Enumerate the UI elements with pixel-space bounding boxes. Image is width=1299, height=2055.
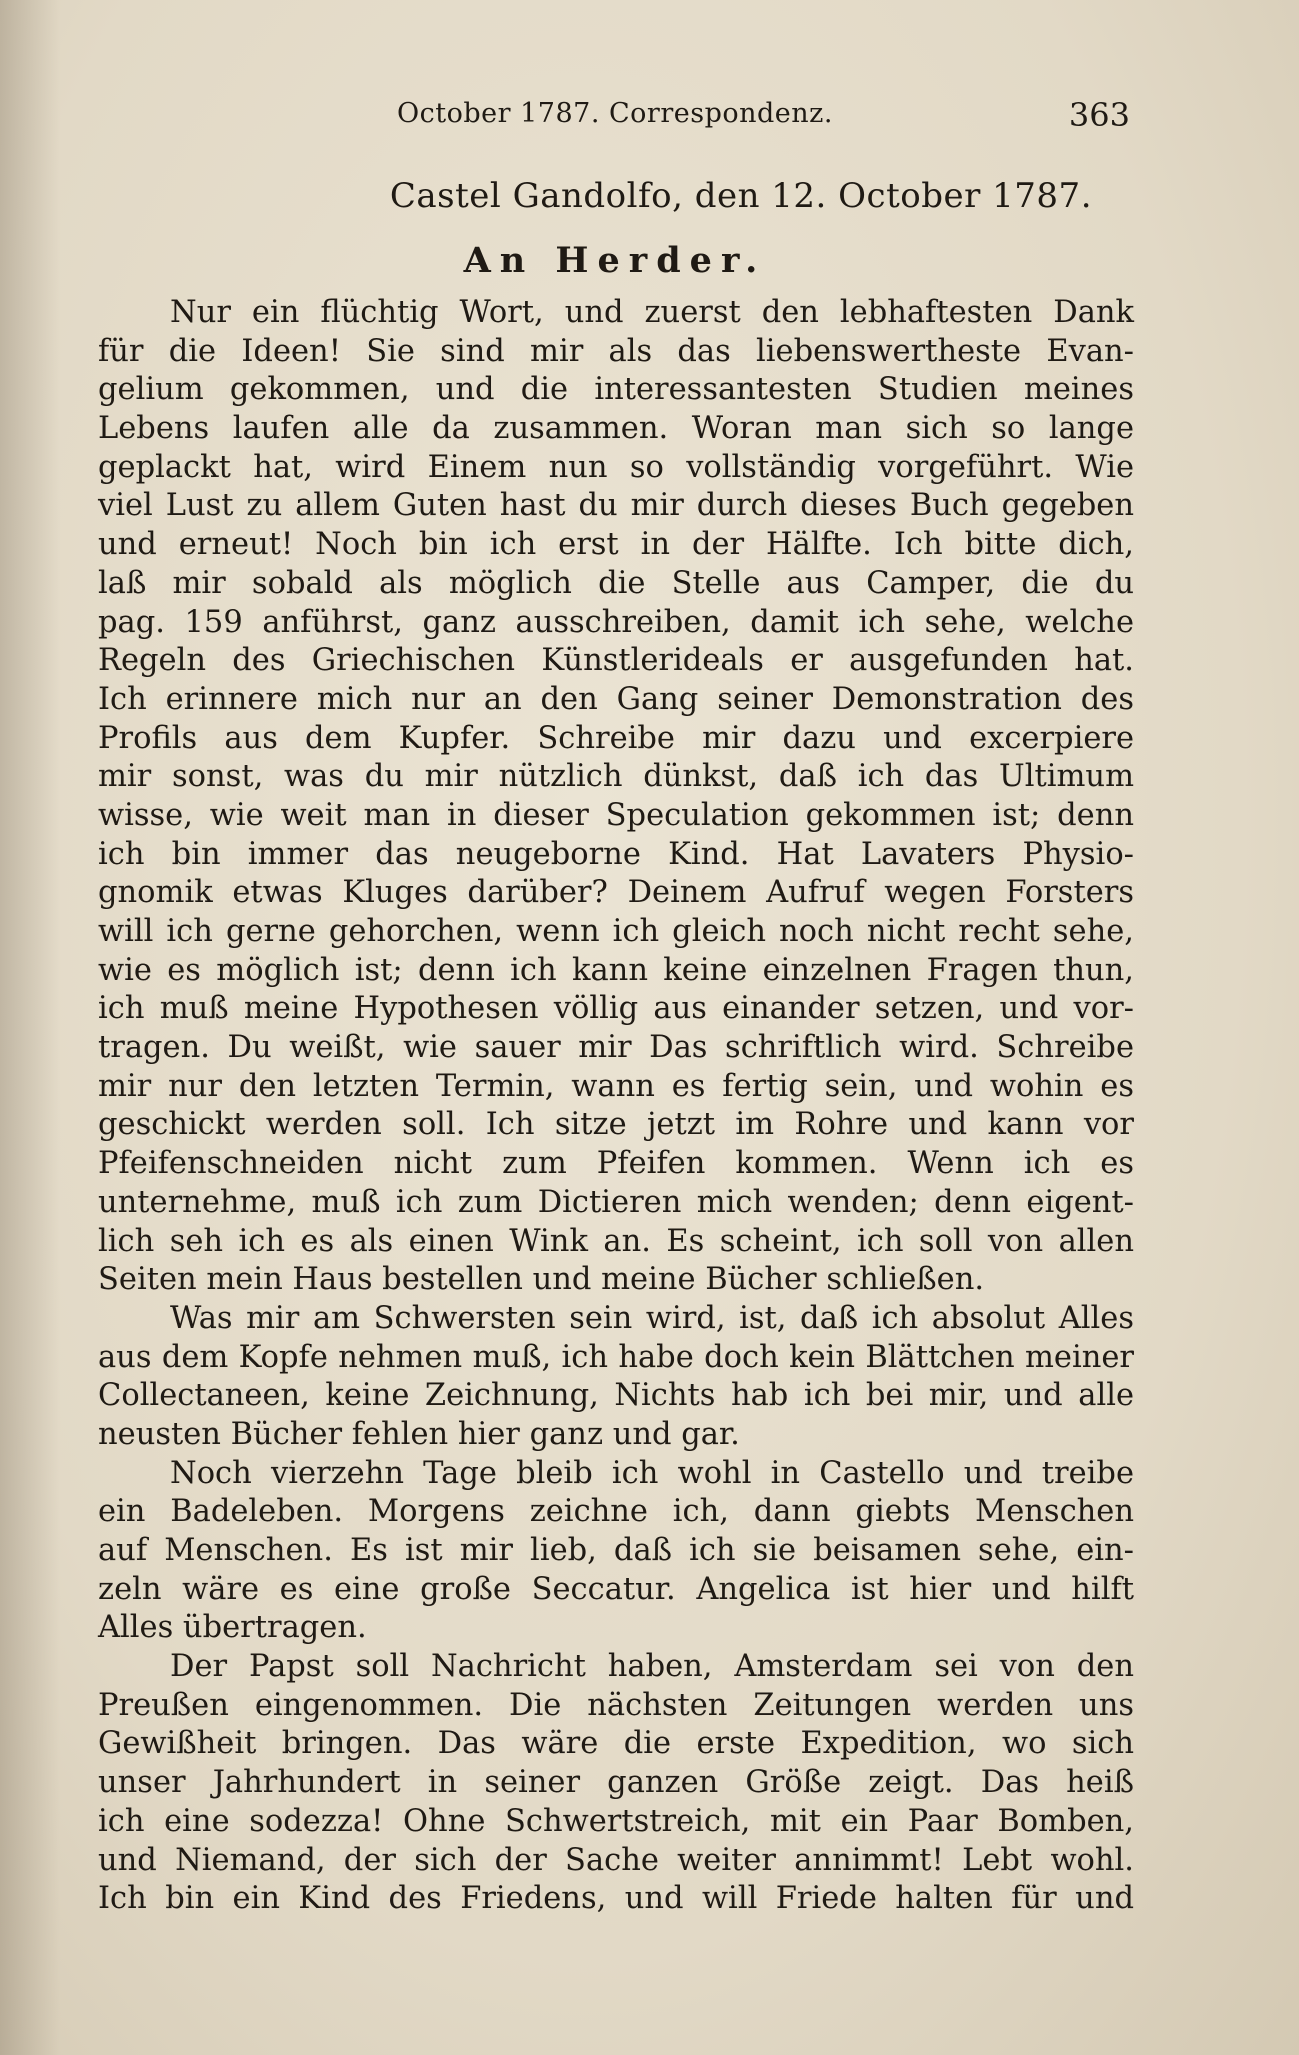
text-line: mir sonst, was du mir nützlich dünkst, daß ich das Ultimum [98, 759, 1134, 795]
text-line: Seiten mein Haus bestellen und meine Bücher schließen. [98, 1262, 985, 1298]
text-line: geplackt hat, wird Einem nun so vollständig vorgeführt. Wie [98, 449, 1134, 485]
text-line: Gewißheit bringen. Das wäre die erste Expedition, wo sich [98, 1726, 1134, 1762]
text-line: Alles übertragen. [98, 1610, 367, 1646]
text-line: aus dem Kopfe nehmen muß, ich habe doch kein Blättchen meiner [98, 1339, 1134, 1375]
text-line: wie es möglich ist; denn ich kann keine einzelnen Fragen thun, [98, 952, 1134, 988]
text-line: viel Lust zu allem Guten hast du mir durch dieses Buch gegeben [98, 488, 1134, 524]
text-line: Der Papst soll Nachricht haben, Amsterdam sei von den [170, 1649, 1134, 1685]
running-head [100, 98, 1130, 138]
text-line: unternehme, muß ich zum Dictieren mich wenden; denn eigent- [98, 1184, 1134, 1220]
text-line: auf Menschen. Es ist mir lieb, daß ich sie beisamen sehe, ein- [98, 1533, 1134, 1568]
text-line: gelium gekommen, und die interessantesten Studien meines [98, 372, 1134, 408]
text-line: und Niemand, der sich der Sache weiter annimmt! Lebt wohl. [98, 1842, 1134, 1878]
text-line: Noch vierzehn Tage bleib ich wohl in Castello und treibe [170, 1455, 1134, 1491]
text-line: Was mir am Schwersten sein wird, ist, daß ich absolut Alles [170, 1300, 1134, 1336]
text-line: mir nur den letzten Termin, wann es fertig sein, und wohin es [98, 1068, 1134, 1104]
text-line: geschickt werden soll. Ich sitze jetzt im Rohre und kann vor [98, 1107, 1134, 1143]
text-line: Ich bin ein Kind des Friedens, und will Friede halten für und [98, 1881, 1134, 1917]
text-line: Regeln des Griechischen Künstlerideals er ausgefunden hat. [98, 643, 1134, 679]
text-line: neusten Bücher fehlen hier ganz und gar. [98, 1416, 740, 1452]
text-line: gnomik etwas Kluges darüber? Deinem Aufruf wegen Forsters [98, 875, 1134, 911]
text-line: laß mir sobald als möglich die Stelle aus Camper, die du [98, 565, 1134, 601]
text-line: Profils aus dem Kupfer. Schreibe mir dazu und excerpiere [98, 720, 1134, 756]
text-line: will ich gerne gehorchen, wenn ich gleich noch nicht recht sehe, [98, 914, 1134, 949]
text-line: Lebens laufen alle da zusammen. Woran man sich so lange [98, 411, 1134, 447]
text-line: Ich erinnere mich nur an den Gang seiner Demonstration des [98, 681, 1134, 717]
text-line: unser Jahrhundert in seiner ganzen Größe zeigt. Das heiß [98, 1765, 1134, 1801]
text-line: wisse, wie weit man in dieser Speculation gekommen ist; denn [98, 797, 1134, 833]
page-gutter-shadow [0, 0, 60, 2055]
letter-dateline: Castel Gandolfo, den 12. October 1787. [389, 176, 1092, 216]
text-line: ich bin immer das neugeborne Kind. Hat Lavaters Physio- [98, 836, 1134, 872]
text-line: ich muß meine Hypothesen völlig aus einander setzen, und vor- [98, 991, 1134, 1027]
letter-salutation: An Herder. [463, 240, 767, 281]
text-line: zeln wäre es eine große Seccatur. Angelica ist hier und hilft [98, 1571, 1134, 1607]
text-line: ich eine sodezza! Ohne Schwertstreich, mit ein Paar Bomben, [98, 1803, 1134, 1839]
text-line: Preußen eingenommen. Die nächsten Zeitungen werden uns [98, 1687, 1134, 1723]
text-line: für die Ideen! Sie sind mir als das liebenswertheste Evan- [98, 333, 1134, 369]
text-line: tragen. Du weißt, wie sauer mir Das schriftlich wird. Schreibe [98, 1030, 1134, 1066]
text-line: ein Badeleben. Morgens zeichne ich, dann giebts Menschen [98, 1494, 1134, 1530]
text-line: pag. 159 anführst, ganz ausschreiben, damit ich sehe, welche [98, 604, 1134, 640]
page-number: 363 [1068, 96, 1130, 134]
text-line: Collectaneen, keine Zeichnung, Nichts hab ich bei mir, und alle [98, 1378, 1134, 1414]
text-line: lich seh ich es als einen Wink an. Es scheint, ich soll von allen [98, 1223, 1134, 1259]
text-line: Pfeifenschneiden nicht zum Pfeifen kommen. Wenn ich es [98, 1146, 1134, 1182]
text-line: und erneut! Noch bin ich erst in der Hälfte. Ich bitte dich, [98, 527, 1134, 563]
running-title: October 1787. Correspondenz. [397, 98, 833, 129]
text-line: Nur ein flüchtig Wort, und zuerst den lebhaftesten Dank [170, 295, 1134, 330]
letter-body [98, 294, 1134, 1919]
